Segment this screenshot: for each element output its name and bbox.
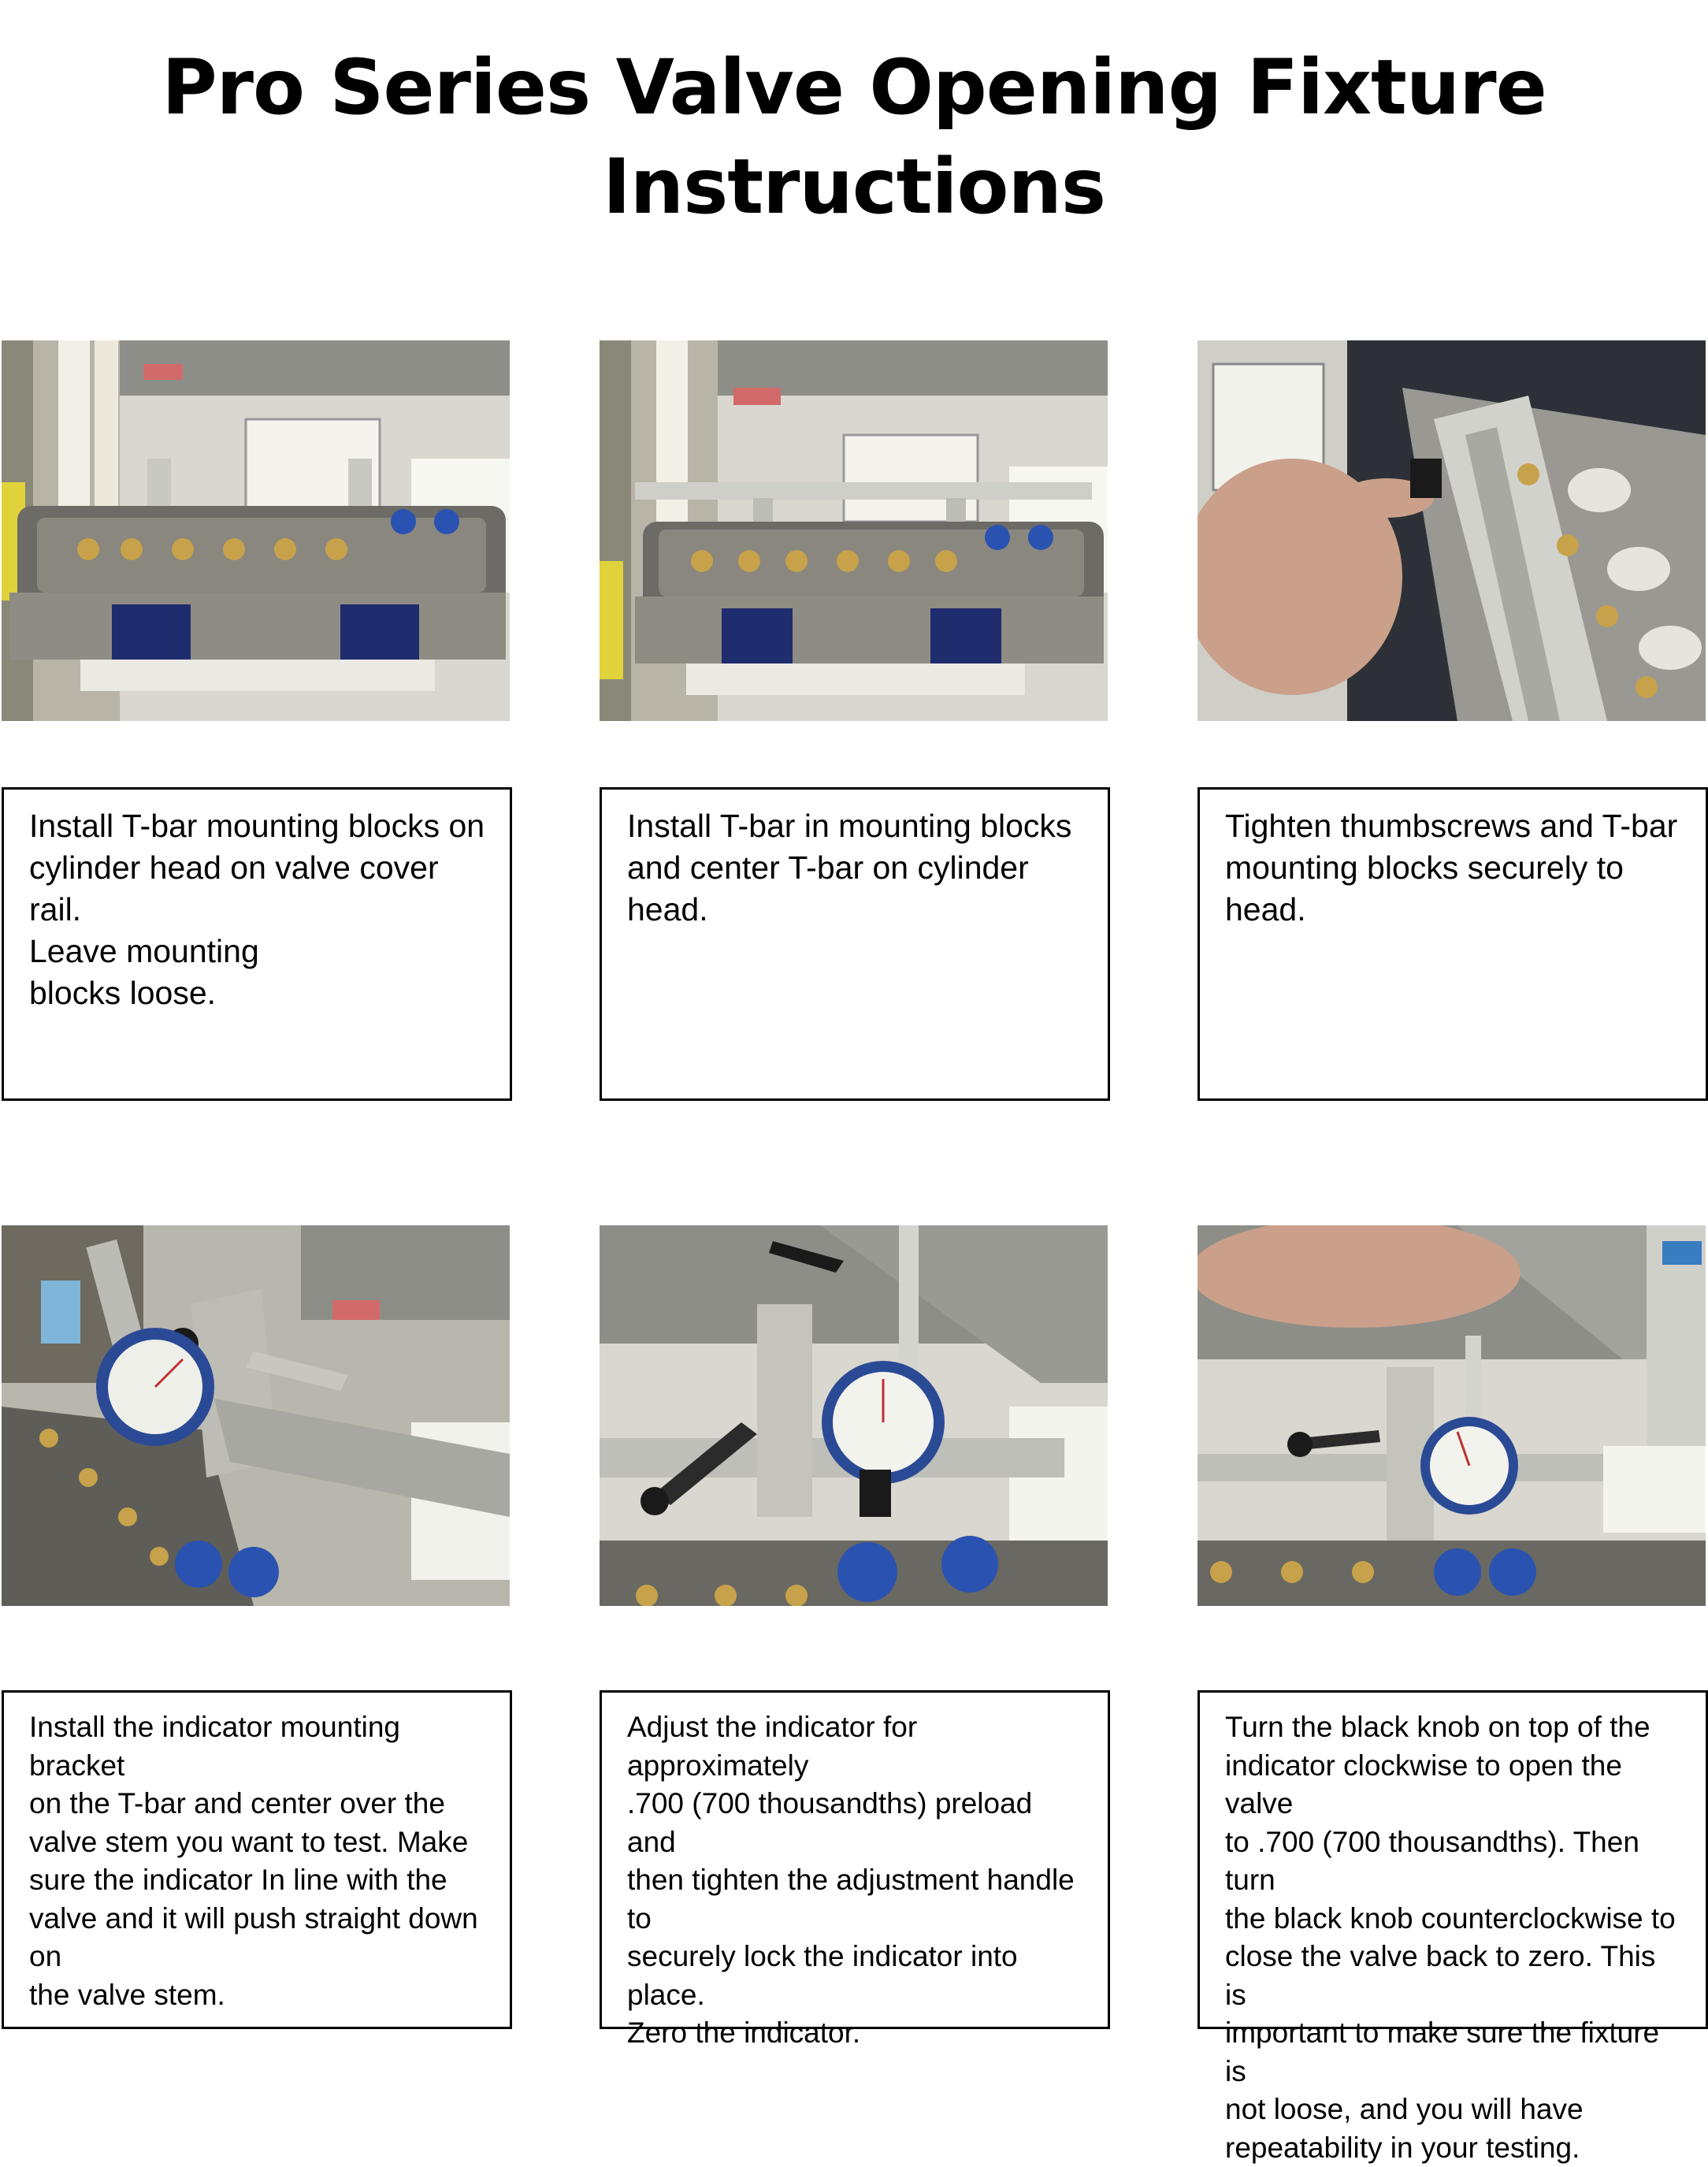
step-5-text: Adjust the indicator for approximately .700 (700 thousandths) preload and then tighten the adjustment handle to securely lock the indicator into place. Zero the indicator. bbox=[627, 1711, 1075, 2049]
black-knob-turning-photo bbox=[1197, 1225, 1706, 1606]
indicator-bracket-photo bbox=[2, 1225, 510, 1606]
step-3-text: Tighten thumbscrews and T-bar mounting blocks securely to head. bbox=[1225, 808, 1678, 927]
step-4-photo bbox=[2, 1225, 510, 1606]
cylinder-head-mounting-blocks-photo bbox=[2, 340, 510, 721]
step-6-text: Turn the black knob on top of the indicator clockwise to open the valve to .700 (700 thousandths). Then turn the black knob counterclockwise to close the valve back to zero. This is important to make sure the fixture is not loose, and you will have repeatability in your testing. bbox=[1225, 1711, 1676, 2164]
step-5-photo bbox=[600, 1225, 1108, 1606]
step-2-caption bbox=[600, 787, 1110, 1101]
step-6-caption bbox=[1197, 1690, 1708, 2164]
step-5-caption bbox=[600, 1690, 1110, 2049]
step-4-text: Install the indicator mounting bracket on the T-bar and center over the valve stem you want to test. Make sure the indicator In line with the valve and it will push straight down on the valve stem. bbox=[29, 1711, 478, 2011]
indicator-adjustment-photo bbox=[600, 1225, 1108, 1606]
step-1-text: Install T-bar mounting blocks on cylinder head on valve cover rail. Leave mounting blocks loose. bbox=[29, 808, 485, 1011]
step-4-caption bbox=[2, 1690, 512, 2029]
step-6-photo bbox=[1197, 1225, 1706, 1606]
t-bar-installed-photo bbox=[600, 340, 1108, 721]
step-2-photo bbox=[600, 340, 1108, 721]
step-2-text: Install T-bar in mounting blocks and center T-bar on cylinder head. bbox=[627, 808, 1072, 927]
step-1-photo bbox=[2, 340, 510, 721]
step-1-caption bbox=[2, 787, 512, 1101]
page-title bbox=[0, 38, 1708, 236]
step-3-caption bbox=[1197, 787, 1708, 1101]
step-3-photo bbox=[1197, 340, 1706, 721]
page-title-line-2: Instructions bbox=[603, 143, 1105, 231]
tightening-thumbscrews-photo bbox=[1197, 340, 1706, 721]
page-title-line-1: Pro Series Valve Opening Fixture bbox=[162, 43, 1546, 132]
